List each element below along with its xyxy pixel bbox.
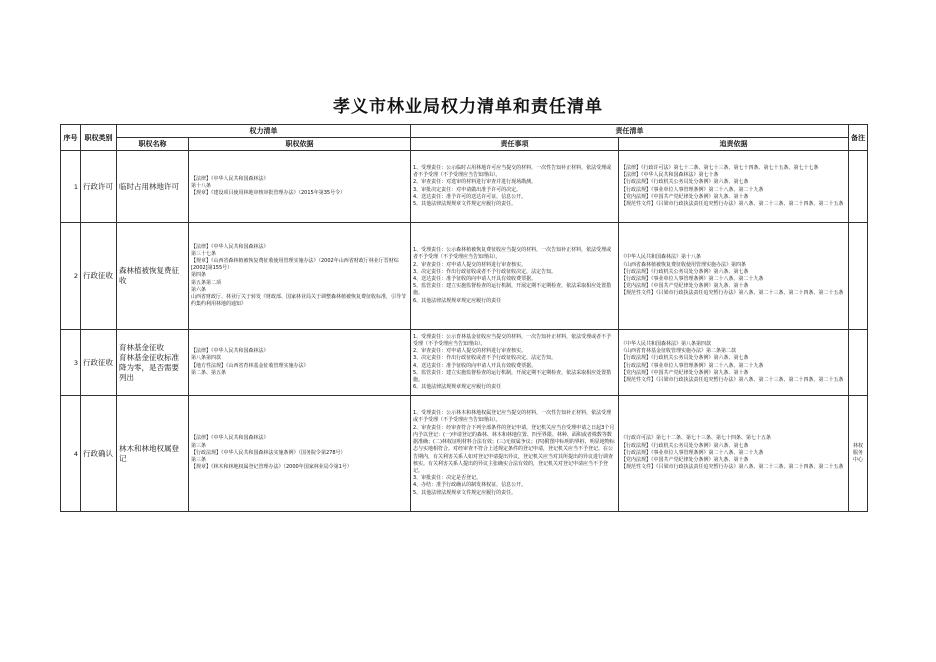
row-accountability: 【法律】《行政许可法》第七十二条、第七十三条、第七十四条、第七十五条、第七十七条 【法律】《中华人民共和国森林法》第七十条 【行政法规】《行政机关公务员处分条例》第六条、第七条 【行政法规】《事业单位人事管理条例》第二十八条、第二十九条 【党内法规】《中国共产党纪律处分条例》第九条、第十条 【规范性文件】《吕梁市行政执法责任追究暂行办法》第八条、第二十三条、第二十四条、第二十五条 <box>619 151 849 223</box>
row-type: 行政确认 <box>81 396 117 512</box>
header-power-list: 权力清单 <box>117 125 411 138</box>
header-seq: 序号 <box>61 125 81 151</box>
row-name: 森林植被恢复费征收 <box>117 223 189 330</box>
row-remark <box>849 330 868 396</box>
table-row <box>61 396 868 512</box>
row-seq: 2 <box>61 223 81 330</box>
header-remark: 备注 <box>849 125 868 151</box>
header-power-basis: 职权依据 <box>189 138 411 151</box>
table-row <box>61 151 868 223</box>
row-name: 临时占用林地许可 <box>117 151 189 223</box>
header-power-name: 职权名称 <box>117 138 189 151</box>
row-seq: 3 <box>61 330 81 396</box>
row-basis: 【法律】《中华人民共和国森林法》 第八条第四款 【地方性法规】《山西省育林基金征收管理实施办法》 第二条、第五条 <box>189 330 411 396</box>
header-row-2 <box>61 138 868 151</box>
header-power-type: 职权类别 <box>81 125 117 151</box>
row-accountability: 《中华人民共和国森林法》第十八条 《山西省森林植被恢复费征收使用管理实施办法》第四条 【行政法规】《行政机关公务员处分条例》第六条、第七条 【行政法规】《事业单位人事管理条例》第二十八条、第二十九条 【党内法规】《中国共产党纪律处分条例》第九条、第十条 【规范性文件】《吕梁市行政执法责任追究暂行办法》第八条、第二十三条、第二十四条、第二十五条 <box>619 223 849 330</box>
row-accountability: 《行政许可法》第七十二条、第七十三条、第七十四条、第七十五条 【行政法规】《行政机关公务员处分条例》第六条、第七条 【行政法规】《事业单位人事管理条例》第二十八条、第二十九条 【党内法规】《中国共产党纪律处分条例》第九条、第十条 【规范性文件】《吕梁市行政执法责任追究暂行办法》第八条、第二十三条、第二十四条、第二十五条 <box>619 396 849 512</box>
table-row <box>61 330 868 396</box>
header-accountability-basis: 追责依据 <box>619 138 849 151</box>
row-type: 行政征收 <box>81 223 117 330</box>
row-accountability: 《中华人民共和国森林法》第八条第四款 《山西省育林基金征收管理实施办法》第二条第二款 【行政法规】《行政机关公务员处分条例》第六条、第七条 【行政法规】《事业单位人事管理条例》第二十八条、第二十九条 【党内法规】《中国共产党纪律处分条例》第九条、第十条 【规范性文件】《吕梁市行政执法责任追究暂行办法》第八条、第二十三条、第二十四条、第二十五条 <box>619 330 849 396</box>
header-resp-list: 责任清单 <box>411 125 849 138</box>
row-remark <box>849 223 868 330</box>
row-remark <box>849 151 868 223</box>
page-title: 孝义市林业局权力清单和责任清单 <box>333 97 603 117</box>
row-resp: 1、受理责任：公示森林植被恢复费征收应当提交的材料，一次告知补正材料，依法受理或者不予受理（不予受理应当告知理由）。 2、审查责任：对申请人提交的材料进行审查核实。 3、决定责任：作出行政征收或者不予行政征收决定，法定告知。 4、送达责任：准予征收的向申请人开具有效收费票据。 5、监管责任：建立实施监督检查的运行机制，开展定期不定期检查，依法采取相应处置措施。 6、其他法律法规规章规定应履行的责任 <box>411 223 619 330</box>
row-type: 行政征收 <box>81 330 117 396</box>
row-basis: 【法律】《中华人民共和国森林法》 第十八条 【规章】《建设项目使用林地审核审批管理办法》（2015年第35号令） <box>189 151 411 223</box>
table-row <box>61 223 868 330</box>
row-resp: 1、受理责任：公示林木和林地权属登记应当提交的材料，一次性告知补正材料，依法受理或不予受理（不予受理应当告知理由）。 2、审查责任：经审查符合下列全部条件的登记申请，登记机关应当自受理申请之日起3个月内予以登记：(一)申请登记的森林、林木和林地位置、四至界限、林种、面积或者株数等数据准确；(二)林权证明材料合法有效；(三)无权属争议；(四)附图中标明的界桩、明显地物标志与实地相符合。对经审查不符合上述规定条件的登记申请，登记机关应当不予登记。在公告期内，有关利害关系人如对登记申请提出异议，登记机关应当对其所提出的异议进行调查核实。有关利害关系人提出的异议主张确实合法有效的，登记机关对登记申请应当不予登记。 3、审批责任：决定是否登记。 4、办结：准予行政确认的制发林权证，信息公开。 5、其他法律法规规章文件规定应履行的责任。 <box>411 396 619 512</box>
power-responsibility-table <box>60 124 868 512</box>
row-seq: 1 <box>61 151 81 223</box>
row-type: 行政许可 <box>81 151 117 223</box>
row-name: 林木和林地权属登记 <box>117 396 189 512</box>
row-remark: 林权服务中心 <box>849 396 868 512</box>
row-name: 育林基金征收 育林基金征收标准降为零，是否需要列出 <box>117 330 189 396</box>
row-resp: 1、受理责任：公示临时占用林地许可应当提交的材料，一次性告知补正材料，依法受理或者不予受理（不予受理应当告知理由）。 2、审查责任：对选审的材料进行审查并进行现场勘测。 3、审批决定责任：对申请做出准予许可的决定。 4、送达责任：准予许可的送达许可证，信息公开。 5、其他法律法规规章文件规定应履行的责任。 <box>411 151 619 223</box>
row-basis: 【法律】《中华人民共和国森林法》 第三十七条 【规章】《山西省森林植被恢复费征收使用管理实施办法》（2002年山西省财政厅林业厅晋财综[2002]第155号） 第四条 第五条第二项 第六条 山西省财政厅、林业厅关于转发《财政部、国家林业局关于调整森林植被恢复费征收标准，引导节约集约利用林地的通知》 <box>189 223 411 330</box>
row-resp: 1、受理责任：公示育林基金征收应当提交的材料，一次告知补正材料，依法受理或者不予受理（不予受理应当告知理由）。 2、审查责任：对申请人提交的材料进行审查核实。 3、决定责任：作出行政征收或者不予行政征收决定，法定告知。 4、送达责任：准予征收的向申请人开具有效收费票据。 5、监管责任：建立实施监督检查的运行机制，开展定期不定期检查，依法采取相应处置措施。 6、其他法律法规规章规定应履行的责任 <box>411 330 619 396</box>
row-seq: 4 <box>61 396 81 512</box>
header-resp-items: 责任事项 <box>411 138 619 151</box>
header-row-1 <box>61 125 868 138</box>
row-basis: 【法律】《中华人民共和国森林法》 第三条 【行政法规】《中华人民共和国森林法实施条例》（国务院令第278号） 第三条 【规章】《林木和林地权属登记管理办法》（2000年国家林业局令第1号） <box>189 396 411 512</box>
